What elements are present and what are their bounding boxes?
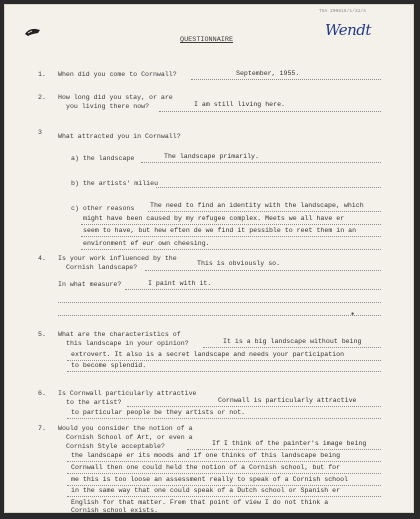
question-text: this landscape in your opinion? (66, 340, 189, 347)
question-text: When did you come to Cornwall? (58, 71, 177, 78)
question-number: 3 (38, 129, 42, 136)
answer-line (148, 211, 381, 212)
question-number: 2. (38, 94, 46, 101)
question-number: 7. (38, 425, 46, 432)
answer-line (67, 461, 381, 462)
question-number: 5. (38, 331, 46, 338)
answer-line (67, 473, 381, 474)
question-text: Cornish Style acceptable? (66, 443, 165, 450)
question-text: What attracted you in Cornwall? (58, 133, 181, 140)
answer-line (203, 347, 381, 348)
paper-clip-mark (23, 26, 43, 38)
answer-text: The landscape primarily. (164, 153, 259, 160)
answer-line (67, 418, 381, 419)
question-text: How long did you stay, or are (58, 94, 173, 101)
sub-question-label: b) the artists' milieu (71, 180, 159, 187)
question-text: Is Cornwall particularly attractive (58, 390, 197, 397)
answer-text: environment ef eur own cheesing. (83, 240, 210, 247)
answer-text: I am still living here. (194, 101, 286, 108)
question-text: Would you consider the notion of a (58, 425, 193, 432)
answer-line (67, 371, 381, 372)
answer-text: Cornwall then one could held the notion of a Cornish school, but for (71, 464, 341, 471)
questionnaire-page (4, 4, 414, 513)
page-title: QUESTIONNAIRE (180, 36, 234, 44)
answer-line (81, 224, 381, 225)
answer-text: The need to find an identity with the landscape, which (150, 202, 364, 209)
answer-line (125, 289, 381, 290)
answer-text: to become splendid. (71, 362, 147, 369)
answer-line (191, 79, 381, 80)
answer-line (81, 236, 381, 237)
answer-line (141, 162, 381, 163)
sub-question-label: c) other reasons (71, 205, 135, 212)
question-text: you living there now? (66, 103, 150, 110)
answer-text: me this is too loose an assessment really to speak of a Cornish school (71, 476, 348, 483)
answer-line (67, 360, 381, 361)
answer-line (81, 249, 381, 250)
question-text: to the artist? (66, 399, 122, 406)
answer-line (67, 485, 381, 486)
answer-line (156, 187, 381, 188)
answer-text: the landscape er its moods and if one thinks of this landscape being (71, 452, 341, 459)
answer-text: English for that matter. Frem that point of view I do not think a (71, 499, 329, 506)
answer-line (159, 111, 381, 112)
question-text: Cornish landscape? (66, 264, 138, 271)
question-number: 1. (38, 71, 46, 78)
stray-mark: ✱ (351, 311, 355, 317)
answer-text: extrovert. It also is a secret landscape and needs your participation (71, 351, 345, 358)
answer-line (145, 270, 381, 271)
sub-question-label: a) the landscape (71, 155, 135, 162)
answer-line (187, 449, 381, 450)
question-text: What are the characteristics of (58, 331, 181, 338)
answer-line (127, 406, 381, 407)
question-text: Cornish School of Art, or even a (66, 434, 193, 441)
answer-line (58, 315, 381, 316)
answer-line (58, 302, 381, 303)
answer-text: to particular people be they artists or not. (71, 409, 246, 416)
answer-text: might have been caused by my refugee complex. Meets we all have er (83, 215, 345, 222)
question-number: 4. (38, 255, 46, 262)
answer-text: It is a big landscape without being (223, 338, 362, 345)
answer-text: in the same way that one could speak of a Dutch school or Spanish er (71, 487, 341, 494)
answer-text: This is obviously so. (197, 260, 281, 267)
answer-text: seem to have, but hew eften de we find it pessible to reet them in an (83, 227, 357, 234)
answer-line (67, 496, 381, 497)
question-number: 6. (38, 390, 46, 397)
question-text: Is your work influenced by the (58, 255, 177, 262)
answer-text: Cornwall is particularly attractive (218, 397, 357, 404)
answer-text: September, 1955. (236, 70, 300, 77)
answer-text: I paint with it. (148, 280, 212, 287)
archive-reference: TGA 200816/1/31/4 (319, 9, 366, 14)
follow-up-label: In what measure? (58, 281, 122, 288)
answer-text: Cornish school exists. (71, 507, 159, 514)
answer-text: If I think of the painter's image being (212, 440, 367, 447)
handwritten-signature: Wendt (325, 21, 371, 39)
